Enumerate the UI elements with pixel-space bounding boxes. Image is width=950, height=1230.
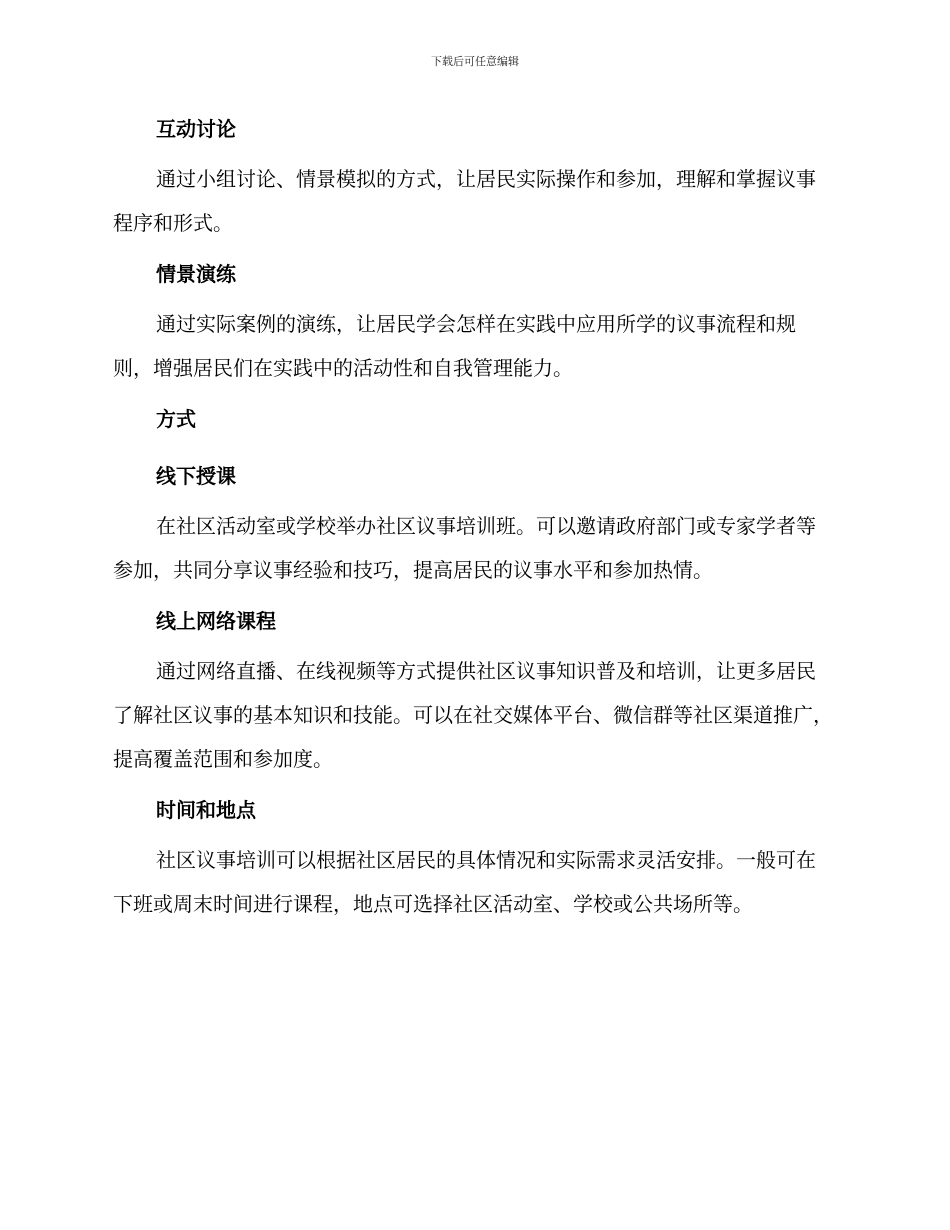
paragraph-scenario-drill: 通过实际案例的演练，让居民学会怎样在实践中应用所学的议事流程和规则，增强居民们在实践中的活动性和自我管理能力。	[113, 312, 796, 380]
section-heading-scenario-drill: 情景演练	[156, 262, 236, 286]
section-heading-online-courses: 线上网络课程	[156, 609, 276, 633]
header-note: 下载后可任意编辑	[431, 55, 519, 68]
paragraph-interactive-discussion: 通过小组讨论、情景模拟的方式，让居民实际操作和参加，理解和掌握议事程序和形式。	[113, 167, 816, 235]
section-heading-methods: 方式	[156, 407, 196, 431]
paragraph-online-courses: 通过网络直播、在线视频等方式提供社区议事知识普及和培训，让更多居民了解社区议事的基本知识和技能。可以在社交媒体平台、微信群等社区渠道推广，提高覆盖范围和参加度。	[113, 659, 833, 771]
paragraph-offline-classes: 在社区活动室或学校举办社区议事培训班。可以邀请政府部门或专家学者等参加，共同分享议事经验和技巧，提高居民的议事水平和参加热情。	[113, 514, 816, 582]
section-heading-time-and-place: 时间和地点	[156, 798, 256, 822]
section-heading-interactive-discussion: 互动讨论	[156, 117, 236, 141]
paragraph-time-and-place: 社区议事培训可以根据社区居民的具体情况和实际需求灵活安排。一般可在下班或周末时间进行课程，地点可选择社区活动室、学校或公共场所等。	[113, 848, 816, 916]
section-heading-offline-classes: 线下授课	[156, 464, 236, 488]
document-body	[113, 110, 835, 926]
